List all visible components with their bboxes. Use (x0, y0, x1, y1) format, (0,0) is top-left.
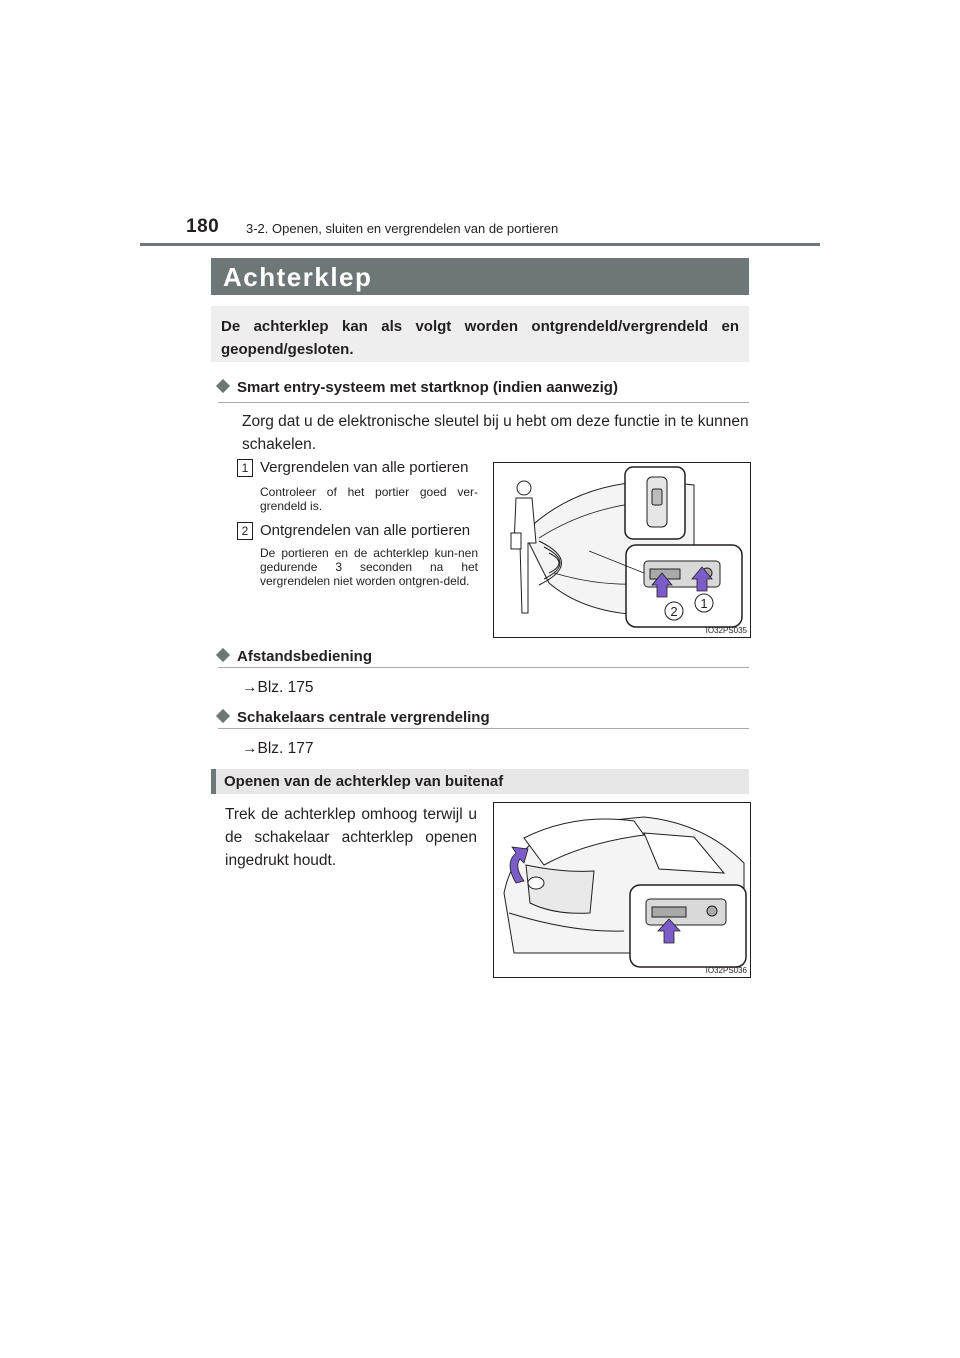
remote-heading-text: Afstandsbediening (237, 648, 373, 665)
item-title-lock: Vergrendelen van alle portieren (260, 459, 469, 476)
intro-text: De achterklep kan als volgt worden ontgrendeld/vergrendeld en geopend/gesloten. (221, 318, 739, 358)
figure-code-1: IO32PS035 (705, 626, 747, 635)
diamond-bullet-icon (216, 648, 230, 662)
item-title-unlock: Ontgrendelen van alle portieren (260, 522, 471, 539)
central-lock-heading-text: Schakelaars centrale vergrendeling (237, 709, 490, 726)
remote-page-ref[interactable]: →Blz. 175 (242, 679, 314, 696)
smart-entry-heading-text: Smart entry-systeem met startknop (indien aanwezig) (237, 379, 618, 396)
item-number-1: 1 (237, 459, 253, 477)
section-heading-bar (211, 769, 749, 794)
section-accent (211, 769, 216, 794)
callout-2: 2 (670, 604, 678, 619)
item-number-2: 2 (237, 522, 253, 540)
smart-entry-text: Zorg dat u de elektronische sleutel bij u hebt om deze functie in te kunnen schakelen. (242, 413, 749, 453)
section-title: Openen van de achterklep van buitenaf (224, 773, 504, 790)
section-rule (218, 728, 749, 729)
figure-smart-entry (493, 462, 751, 638)
section-rule (218, 402, 749, 403)
remote-heading (218, 648, 372, 665)
page-number: 180 (186, 216, 220, 237)
figure-outside-open (493, 802, 751, 978)
diamond-bullet-icon (216, 709, 230, 723)
smart-entry-heading (218, 379, 618, 396)
figure-code-2: IO32PS036 (705, 966, 747, 975)
callout-1: 1 (700, 596, 708, 611)
breadcrumb: 3-2. Openen, sluiten en vergrendelen van de portieren (246, 221, 559, 236)
outside-open-text: Trek de achterklep omhoog terwijl u de schakelaar achterklep openen ingedrukt houdt. (225, 806, 477, 869)
diamond-bullet-icon (216, 379, 230, 393)
intro-box (211, 306, 749, 362)
tailgate-illustration (494, 803, 750, 977)
section-rule (218, 667, 749, 668)
header-rule (140, 243, 820, 246)
title-bar (211, 258, 749, 295)
central-lock-page-ref[interactable]: →Blz. 177 (242, 740, 314, 757)
item-note-unlock: De portieren en de achterklep kun-nen gedurende 3 seconden na het vergrendelen niet worden ontgren-deld. (260, 546, 478, 588)
smart-entry-illustration (494, 463, 750, 637)
page-title: Achterklep (223, 262, 373, 292)
item-note-lock: Controleer of het portier goed ver-grendeld is. (260, 485, 478, 513)
central-lock-heading (218, 709, 490, 726)
